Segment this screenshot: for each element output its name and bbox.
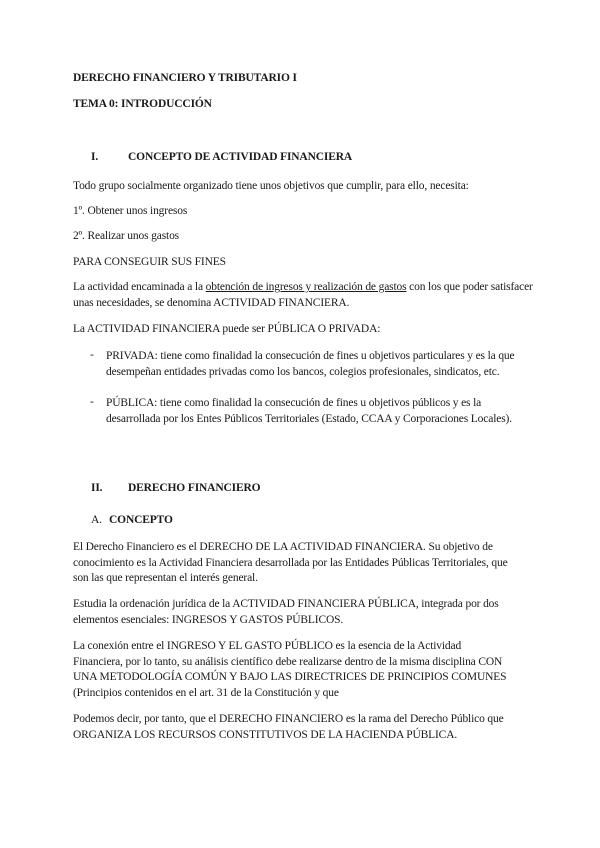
activity-definition (73, 280, 533, 311)
section-2-title: DERECHO FINANCIERO (128, 482, 261, 494)
definition-text-start: La actividad encaminada a la (73, 281, 206, 293)
paragraph-definition: El Derecho Financiero es el DERECHO DE LA ACTIVIDAD FINANCIERA. Su objetivo de conocimiento es la Actividad Financiera desarrollada por las Entidades Públicas Territoriales, que son las que representan el interés general. (73, 541, 508, 584)
section-1-intro: Todo grupo socialmente organizado tiene unos objetivos que cumplir, para ello, necesita: (73, 180, 469, 192)
unit-title: TEMA 0: INTRODUCCIÓN (73, 98, 212, 110)
paragraph-conclusion: Podemos decir, por tanto, que el DERECHO FINANCIERO es la rama del Derecho Público que ORGANIZA LOS RECURSOS CONSTITUTIVOS DE LA HACIENDA PÚBLICA. (73, 713, 504, 741)
bullet-private: PRIVADA: tiene como finalidad la consecución de fines u objetivos particulares y es la que desempeñan entidades privadas como los bancos, colegios profesionales, sindicatos, etc. (106, 350, 515, 378)
section-1-number: I. (91, 151, 99, 163)
subsection-a-title: CONCEPTO (109, 514, 173, 526)
activity-types-intro: La ACTIVIDAD FINANCIERA puede ser PÚBLICA O PRIVADA: (73, 323, 381, 335)
paragraph-ordering: Estudia la ordenación jurídica de la ACTIVIDAD FINANCIERA PÚBLICA, integrada por dos elementos esenciales: INGRESOS Y GASTOS PÚBLICOS. (73, 598, 499, 626)
step-2: 2º. Realizar unos gastos (73, 230, 179, 242)
purpose-statement: PARA CONSEGUIR SUS FINES (73, 256, 226, 268)
bullet-dash: - (90, 396, 94, 408)
section-1-title: CONCEPTO DE ACTIVIDAD FINANCIERA (128, 151, 353, 163)
subsection-a-letter: A. (91, 514, 102, 526)
section-2-number: II. (91, 482, 103, 494)
step-1: 1º. Obtener unos ingresos (73, 205, 188, 217)
course-title: DERECHO FINANCIERO Y TRIBUTARIO I (73, 72, 297, 84)
bullet-public: PÚBLICA: tiene como finalidad la consecución de fines u objetivos públicos y es la desarrollada por los Entes Públicos Territoriales (Estado, CCAA y Corporaciones Locales). (106, 397, 512, 425)
definition-underlined-text: obtención de ingresos y realización de gastos (205, 281, 407, 293)
bullet-dash: - (90, 349, 94, 361)
paragraph-connection: La conexión entre el INGRESO Y EL GASTO PÚBLICO es la esencia de la Actividad Financiera, por lo tanto, su análisis científico debe realizarse dentro de la misma disciplina CON UNA METODOLOGÍA COMÚN Y BAJO LAS DIRECTRICES DE PRINCIPIOS COMUNES (Principios contenidos en el art. 31 de la Constitución y que (73, 640, 507, 699)
definition-text-end: con los que poder satisfacer unas necesidades, se denomina ACTIVIDAD FINANCIERA. (73, 281, 533, 309)
